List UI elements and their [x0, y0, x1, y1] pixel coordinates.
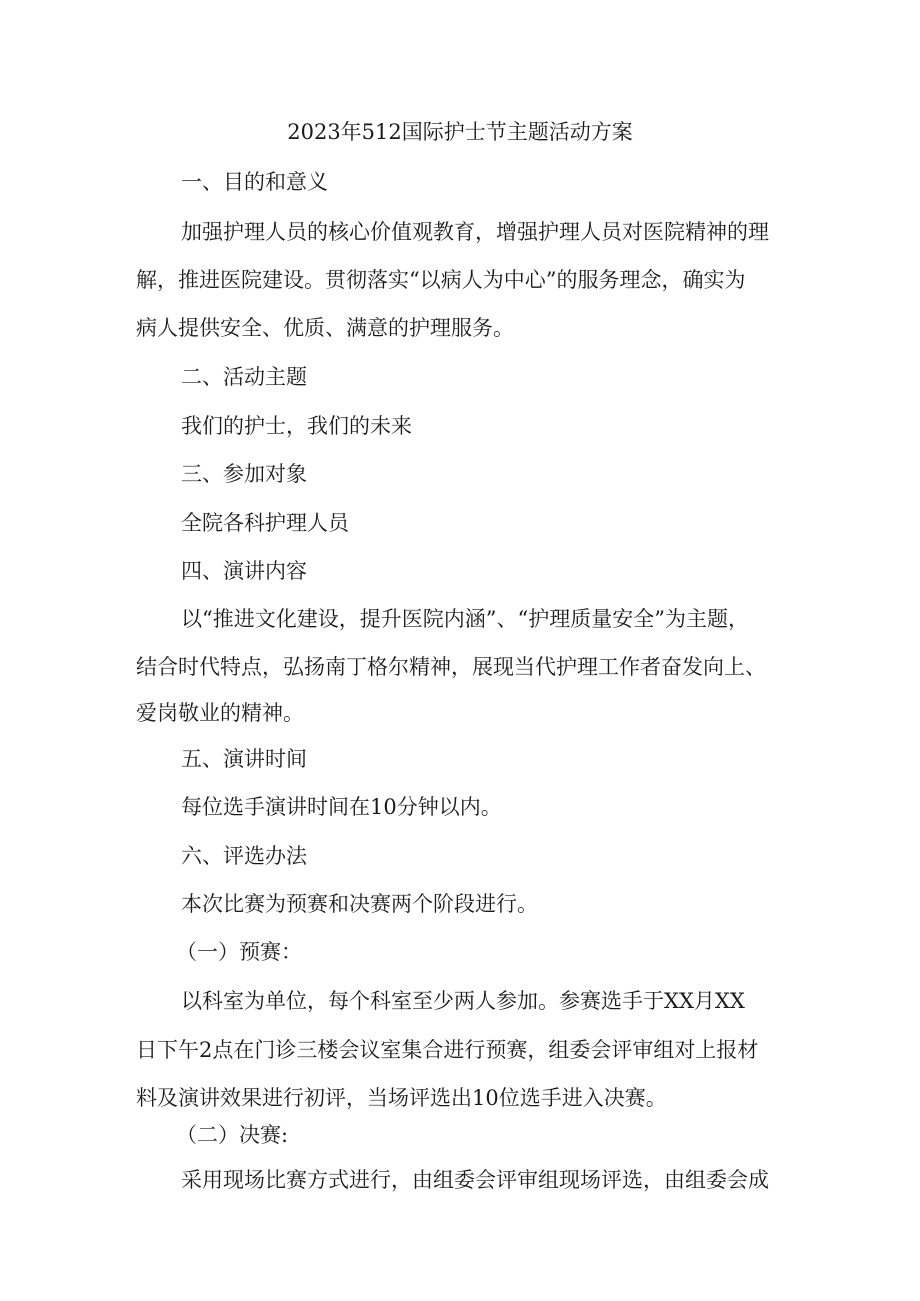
- paragraph-line: 以科室为单位，每个科室至少两人参加。参赛选手于XX月XX: [181, 989, 745, 1013]
- paragraph-line: 本次比赛为预赛和决赛两个阶段进行。: [181, 892, 538, 916]
- paragraph-line: 我们的护士，我们的未来: [181, 414, 412, 438]
- paragraph-line: 加强护理人员的核心价值观教育，增强护理人员对医院精神的理: [181, 220, 769, 244]
- section-heading-theme: 二、活动主题: [181, 365, 307, 389]
- section-heading-speech-content: 四、演讲内容: [181, 559, 307, 583]
- paragraph-line: 爱岗敬业的精神。: [136, 701, 304, 725]
- subsection-heading-final: （二）决赛:: [176, 1123, 289, 1147]
- paragraph-line: 病人提供安全、优质、满意的护理服务。: [136, 316, 514, 340]
- paragraph-line: 结合时代特点，弘扬南丁格尔精神，展现当代护理工作者奋发向上、: [136, 655, 766, 679]
- paragraph-line: 料及演讲效果进行初评，当场评选出10位选手进入决赛。: [136, 1086, 667, 1110]
- subsection-heading-preliminary: （一）预赛：: [176, 940, 302, 964]
- section-heading-participants: 三、参加对象: [181, 462, 307, 486]
- section-heading-purpose: 一、目的和意义: [181, 170, 328, 194]
- section-heading-speech-time: 五、演讲时间: [181, 747, 307, 771]
- paragraph-line: 采用现场比赛方式进行，由组委会评审组现场评选，由组委会成: [181, 1168, 769, 1192]
- paragraph-line: 日下午2点在门诊三楼会议室集合进行预赛，组委会评审组对上报材: [136, 1038, 759, 1062]
- paragraph-line: 每位选手演讲时间在10分钟以内。: [181, 795, 502, 819]
- document-title: 2023年512国际护士节主题活动方案: [287, 120, 633, 144]
- paragraph-line: 以“推进文化建设，提升医院内涵”、“护理质量安全”为主题，: [181, 607, 749, 631]
- paragraph-line: 全院各科护理人员: [181, 511, 349, 535]
- section-heading-evaluation: 六、评选办法: [181, 844, 307, 868]
- paragraph-line: 解，推进医院建设。贯彻落实“以病人为中心”的服务理念，确实为: [136, 268, 746, 292]
